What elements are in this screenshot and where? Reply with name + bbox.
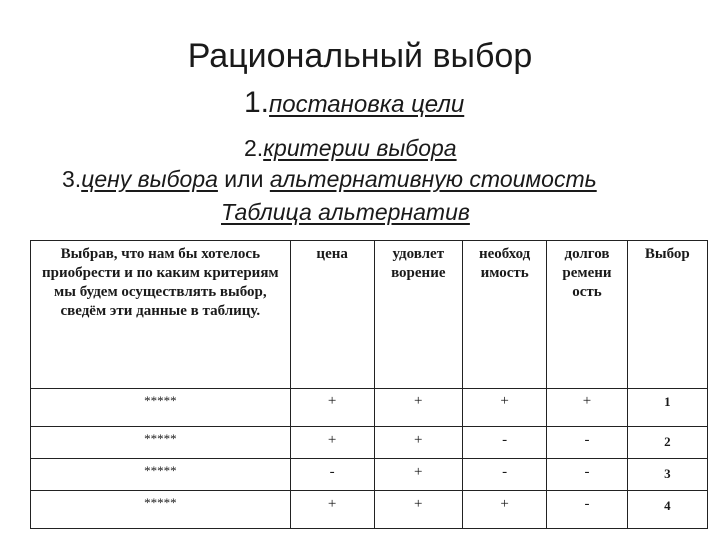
cell-choice: 1	[627, 389, 707, 427]
cell-price: -	[290, 459, 374, 491]
cell-item: *****	[31, 427, 291, 459]
header-durability: долгов ремени ость	[547, 241, 627, 389]
cell-satisfaction: +	[374, 459, 462, 491]
step-number: 1.	[244, 86, 270, 119]
step-text-price: цену выбора	[81, 166, 218, 192]
header-price: цена	[290, 241, 374, 389]
alternatives-table	[30, 240, 708, 529]
cell-choice: 3	[627, 459, 707, 491]
cell-satisfaction: +	[374, 427, 462, 459]
table-caption-text: Таблица альтернатив	[221, 199, 470, 225]
header-choice: Выбор	[627, 241, 707, 389]
table-row	[31, 459, 708, 491]
cell-price: +	[290, 427, 374, 459]
cell-choice: 4	[627, 491, 707, 529]
cell-choice: 2	[627, 427, 707, 459]
cell-satisfaction: +	[374, 389, 462, 427]
slide-title: Рациональный выбор	[187, 37, 533, 75]
step-text: критерии выбора	[263, 135, 457, 161]
step-cost	[62, 165, 597, 193]
cell-price: +	[290, 389, 374, 427]
cell-necessity: -	[462, 459, 546, 491]
step-text-connector: или	[217, 166, 270, 192]
cell-durability: +	[547, 389, 627, 427]
step-text: постановка цели	[269, 91, 465, 118]
table-row	[31, 427, 708, 459]
table-caption	[221, 198, 470, 226]
cell-durability: -	[547, 491, 627, 529]
cell-item: *****	[31, 491, 291, 529]
header-necessity: необход имость	[462, 241, 546, 389]
step-number: 3.	[62, 166, 82, 192]
cell-price: +	[290, 491, 374, 529]
step-goal	[244, 86, 464, 122]
cell-necessity: +	[462, 491, 546, 529]
cell-item: *****	[31, 389, 291, 427]
header-description: Выбрав, что нам бы хотелось приобрести и по каким критериям мы будем осуществлять выбор, сведём эти данные в таблицу.	[31, 241, 291, 389]
cell-necessity: +	[462, 389, 546, 427]
step-number: 2.	[244, 135, 264, 161]
cell-durability: -	[547, 459, 627, 491]
cell-item: *****	[31, 459, 291, 491]
table-row	[31, 491, 708, 529]
cell-necessity: -	[462, 427, 546, 459]
table-header-row	[31, 241, 708, 389]
step-criteria	[244, 134, 457, 162]
table-row	[31, 389, 708, 427]
cell-durability: -	[547, 427, 627, 459]
header-satisfaction: удовлет ворение	[374, 241, 462, 389]
step-text-opportunity-cost: альтернативную стоимость	[269, 166, 597, 192]
cell-satisfaction: +	[374, 491, 462, 529]
